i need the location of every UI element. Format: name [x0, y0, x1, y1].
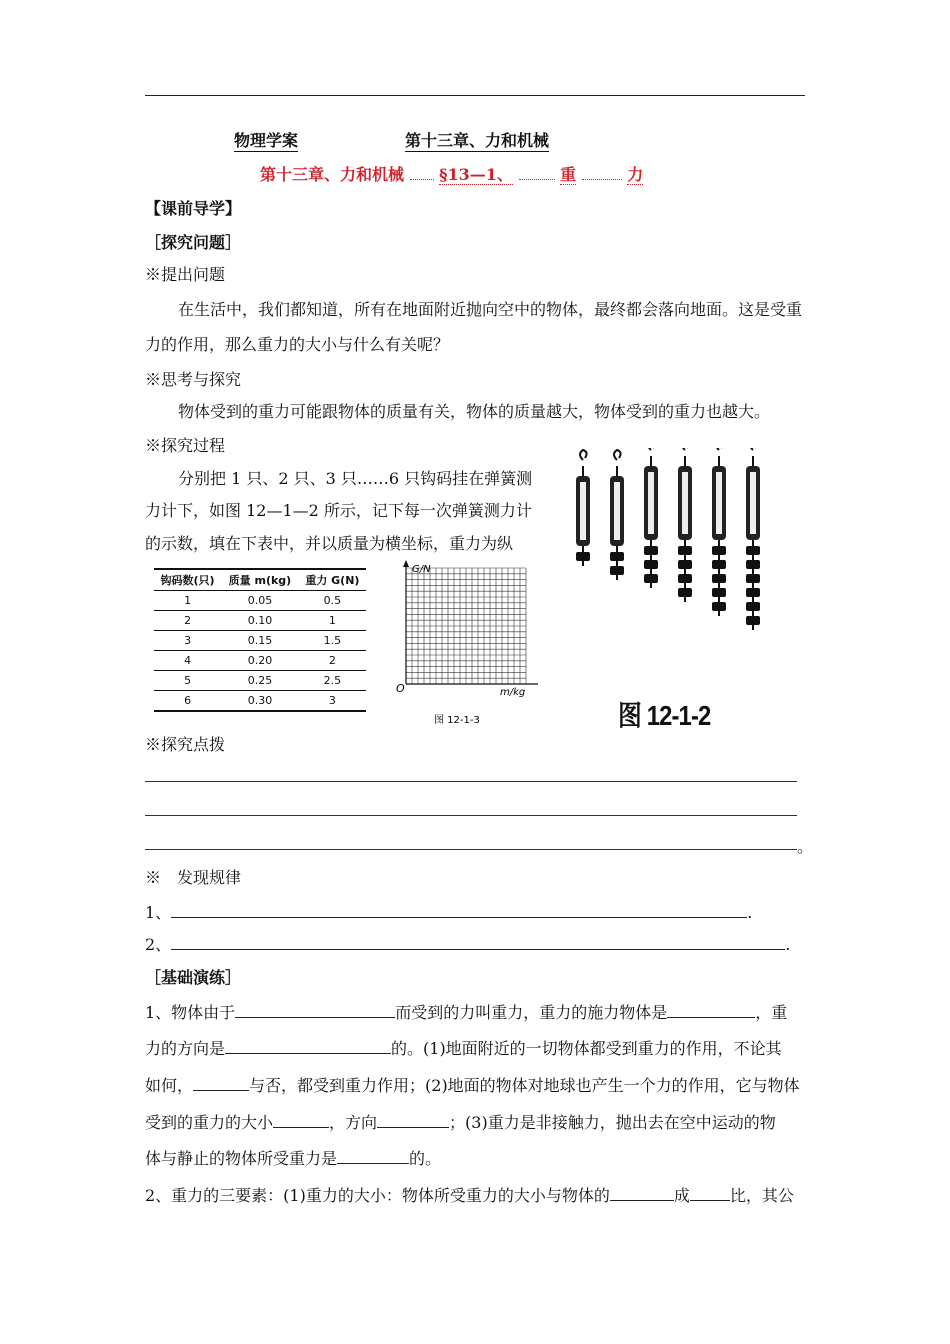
rule-1-label: 1、	[145, 903, 172, 922]
heading-think: ※思考与探究	[145, 370, 242, 389]
subtitle-gap	[410, 179, 434, 180]
table-cell: 0.30	[221, 691, 299, 712]
table-cell: 2.5	[299, 671, 366, 691]
table-cell: 6	[154, 691, 221, 712]
question-2-line-1	[145, 1183, 794, 1206]
question-1-line-2	[145, 1036, 782, 1059]
heading-process: ※探究过程	[145, 436, 226, 455]
hook-icon	[580, 450, 587, 460]
q1-blank-1[interactable]	[235, 1003, 395, 1018]
hook-icon	[682, 448, 689, 450]
rule-1-blank[interactable]	[171, 903, 747, 918]
table-cell: 3	[299, 691, 366, 712]
q2-text-b: 成	[673, 1186, 690, 1205]
scale-window	[750, 472, 756, 534]
figure-caption: 图 12-1-2	[618, 700, 711, 731]
q2-text-c: 比，其公	[729, 1186, 794, 1205]
table-cell: 3	[154, 631, 221, 651]
subtitle-gap-3	[582, 179, 622, 180]
hook-icon	[750, 448, 757, 450]
table-cell: 0.15	[221, 631, 299, 651]
q2-blank-1[interactable]	[610, 1186, 674, 1201]
paragraph-3-line-3: 的示数，填在下表中，并以质量为横坐标，重力为纵	[145, 534, 514, 553]
table-cell: 0.20	[221, 651, 299, 671]
header-label-right: 第十三章、力和机械	[405, 128, 549, 152]
answer-line-1[interactable]	[145, 781, 797, 782]
rule-item-2	[145, 932, 790, 955]
subtitle-section: §13—1、	[439, 165, 513, 184]
heading-hints: ※探究点拨	[145, 735, 226, 754]
q1-text-j: ；(3)重力是非接触力，抛出去在空中运动的物	[449, 1113, 776, 1132]
hook-weight	[576, 552, 590, 561]
table-cell: 4	[154, 651, 221, 671]
hook-icon	[614, 450, 621, 460]
section-pre-class: 【课前导学】	[145, 199, 242, 218]
table-cell: 0.05	[221, 591, 299, 611]
table-header-row	[154, 569, 366, 591]
scale-window	[648, 472, 654, 534]
section-explore: ［探究问题］	[145, 233, 242, 252]
table-cell: 0.25	[221, 671, 299, 691]
rule-2-end: .	[785, 935, 791, 954]
spring-scale	[576, 450, 590, 566]
table-row	[154, 611, 366, 631]
table-cell: 0.10	[221, 611, 299, 631]
question-1-line-5	[145, 1146, 441, 1169]
paragraph-3-line-1: 分别把 1 只、2 只、3 只……6 只钩码挂在弹簧测	[178, 469, 533, 488]
spring-scale	[644, 448, 658, 588]
hook-weight	[746, 616, 760, 625]
q1-text-i: ，方向	[329, 1113, 378, 1132]
hook-weight	[712, 602, 726, 611]
hook-weight	[678, 560, 692, 569]
question-1-line-3	[145, 1073, 800, 1096]
table-row	[154, 671, 366, 691]
subtitle-gap-2	[519, 179, 555, 180]
answer-line-3[interactable]	[145, 849, 797, 850]
q1-text-b: 而受到的力叫重力，重力的施力物体是	[395, 1003, 668, 1022]
q1-blank-2[interactable]	[667, 1003, 755, 1018]
hook-weight	[712, 588, 726, 597]
question-1-line-4	[145, 1110, 776, 1133]
hook-weight	[678, 588, 692, 597]
paragraph-1-line-1: 在生活中，我们都知道，所有在地面附近抛向空中的物体，最终都会落向地面。这是受重	[178, 300, 803, 319]
q1-text-f: 如何，	[145, 1076, 194, 1095]
q1-text-k: 体与静止的物体所受重力是	[145, 1149, 338, 1168]
q2-text-a: 2、重力的三要素：(1)重力的大小：物体所受重力的大小与物体的	[145, 1186, 610, 1205]
hook-weight	[746, 560, 760, 569]
spring-scale	[610, 450, 624, 580]
mass-gravity-table	[154, 568, 366, 712]
heading-rule: ※ 发现规律	[145, 868, 242, 887]
subtitle-topic-1: 重	[560, 165, 577, 184]
header-rule	[145, 95, 805, 96]
hook-weight	[644, 574, 658, 583]
q1-text-g: 与否，都受到重力作用；(2)地面的物体对地球也产生一个力的作用，它与物体	[249, 1076, 800, 1095]
y-axis-arrow	[403, 560, 409, 567]
spring-scale	[712, 448, 726, 616]
paragraph-3-line-2: 力计下，如图 12—1—2 所示，记下每一次弹簧测力计	[145, 501, 532, 520]
hook-weight	[746, 602, 760, 611]
hook-weight	[644, 560, 658, 569]
q1-blank-4[interactable]	[193, 1076, 249, 1091]
heading-raise-question: ※提出问题	[145, 265, 226, 284]
table-cell: 0.5	[299, 591, 366, 611]
hook-icon	[648, 448, 655, 450]
question-1-line-1	[145, 1000, 787, 1023]
spring-scales-figure	[565, 448, 785, 668]
y-axis-label: G/N	[412, 564, 431, 575]
hook-weight	[678, 546, 692, 555]
hook-weight	[610, 566, 624, 575]
rule-2-label: 2、	[145, 935, 172, 954]
hook-weight	[712, 574, 726, 583]
table-row	[154, 631, 366, 651]
table-cell: 1.5	[299, 631, 366, 651]
table-cell: 2	[299, 651, 366, 671]
table-cell: 1	[154, 591, 221, 611]
hints-end-mark: 。	[797, 837, 814, 856]
table-row	[154, 691, 366, 712]
table-header: 钩码数(只)	[154, 569, 221, 591]
paragraph-1-line-2: 力的作用，那么重力的大小与什么有关呢？	[145, 335, 450, 354]
grid-lines	[406, 568, 526, 684]
rule-1-end: .	[747, 903, 753, 922]
table-row	[154, 651, 366, 671]
table-header: 重力 G(N)	[299, 569, 366, 591]
origin-label: O	[396, 682, 405, 695]
scale-window	[682, 472, 688, 534]
table-row	[154, 591, 366, 611]
header-label-left: 物理学案	[234, 128, 298, 152]
hook-weight	[746, 574, 760, 583]
hook-weight	[610, 552, 624, 561]
spring-scale	[746, 448, 760, 630]
hook-weight	[746, 588, 760, 597]
empty-grid-graph	[390, 560, 540, 730]
hook-weight	[746, 546, 760, 555]
q1-text-a: 1、物体由于	[145, 1003, 236, 1022]
table-cell: 1	[299, 611, 366, 631]
table-cell: 5	[154, 671, 221, 691]
rule-item-1	[145, 900, 752, 923]
subtitle-topic-2: 力	[627, 165, 644, 184]
hook-weight	[644, 546, 658, 555]
hook-weight	[678, 574, 692, 583]
hook-icon	[716, 448, 723, 450]
x-axis-label: m/kg	[500, 687, 526, 698]
scale-window	[716, 472, 722, 534]
table-cell: 2	[154, 611, 221, 631]
rule-2-blank[interactable]	[171, 935, 785, 950]
subtitle-chapter: 第十三章、力和机械	[260, 165, 405, 184]
scale-window	[580, 482, 586, 540]
scale-window	[614, 482, 620, 540]
hook-weight	[712, 560, 726, 569]
q1-blank-7[interactable]	[337, 1149, 409, 1164]
q1-text-d: 力的方向是	[145, 1039, 226, 1058]
hook-weight	[712, 546, 726, 555]
q1-text-l: 的。	[409, 1149, 442, 1168]
section-basic: ［基础演练］	[145, 968, 242, 987]
q2-blank-2[interactable]	[690, 1186, 730, 1201]
q1-blank-6[interactable]	[377, 1113, 449, 1128]
graph-caption: 图 12-1-3	[434, 715, 480, 726]
q1-text-h: 受到的重力的大小	[145, 1113, 274, 1132]
q1-blank-3[interactable]	[225, 1039, 391, 1054]
answer-line-2[interactable]	[145, 815, 797, 816]
q1-text-c: ，重	[755, 1003, 788, 1022]
paragraph-2: 物体受到的重力可能跟物体的质量有关，物体的质量越大，物体受到的重力也越大。	[178, 402, 771, 421]
chapter-subtitle	[260, 162, 643, 185]
spring-scale	[678, 448, 692, 602]
q1-text-e: 的。(1)地面附近的一切物体都受到重力的作用，不论其	[391, 1039, 782, 1058]
table-header: 质量 m(kg)	[221, 569, 299, 591]
q1-blank-5[interactable]	[273, 1113, 329, 1128]
